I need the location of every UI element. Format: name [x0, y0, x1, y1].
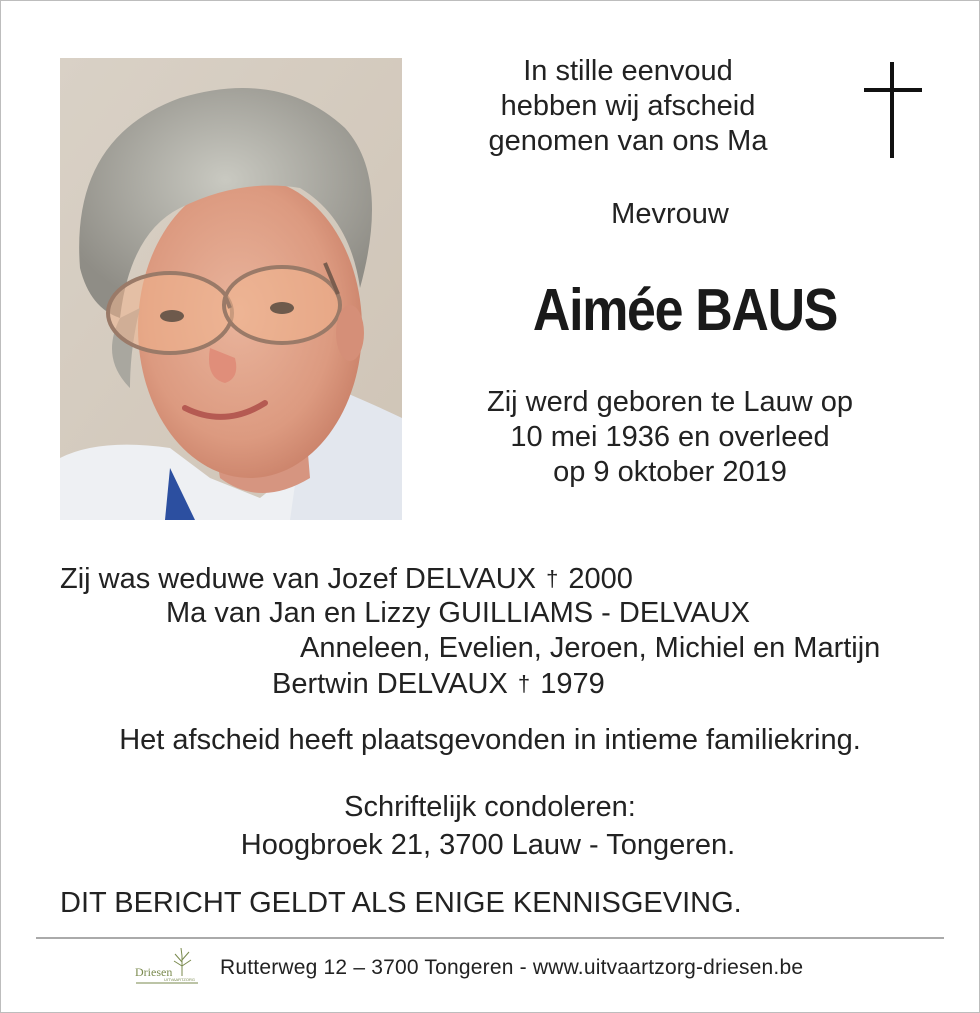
son-death-year: 1979 [540, 668, 605, 700]
tree-logo-icon [134, 946, 200, 988]
family-line-children: Ma van Jan en Lizzy GUILLIAMS - DELVAUX [166, 597, 750, 629]
latin-cross-icon [864, 62, 922, 158]
deceased-name: Aimée BAUS [532, 277, 838, 343]
salutation: Mevrouw [611, 198, 729, 230]
birth-line-2: 10 mei 1936 en overleed [510, 421, 830, 453]
notice-text: DIT BERICHT GELDT ALS ENIGE KENNISGEVING. [60, 887, 742, 919]
logo-wordmark: Driesen [135, 965, 173, 979]
family-line-spouse [60, 561, 633, 597]
farewell-text: Het afscheid heeft plaatsgevonden in intieme familiekring. [119, 724, 861, 756]
spouse-death-year: 2000 [568, 563, 633, 595]
dagger-icon: † [546, 566, 559, 591]
family-line-grandchildren: Anneleen, Evelien, Jeroen, Michiel en Martijn [300, 632, 881, 664]
intro-text [448, 54, 808, 159]
intro-line-1: In stille eenvoud [523, 55, 733, 87]
intro-line-2: hebben wij afscheid [500, 90, 756, 122]
birth-line-3: op 9 oktober 2019 [553, 456, 787, 488]
logo-subtext: UITVAARTZORG [164, 977, 195, 982]
footer-address: Rutterweg 12 – 3700 Tongeren - www.uitvaartzorg-driesen.be [220, 956, 804, 979]
condolences-title: Schriftelijk condoleren: [344, 791, 636, 823]
spouse-text: Zij was weduwe van Jozef DELVAUX [60, 563, 537, 595]
footer-divider [36, 937, 944, 939]
condolences-address: Hoogbroek 21, 3700 Lauw - Tongeren. [240, 829, 736, 861]
birth-line-1: Zij werd geboren te Lauw op [487, 386, 853, 418]
son-text: Bertwin DELVAUX [272, 668, 508, 700]
dagger-icon: † [517, 671, 531, 696]
birth-death-text [440, 385, 900, 490]
intro-line-3: genomen van ons Ma [488, 125, 768, 157]
family-line-son [272, 666, 605, 702]
portrait-photo [60, 58, 402, 520]
